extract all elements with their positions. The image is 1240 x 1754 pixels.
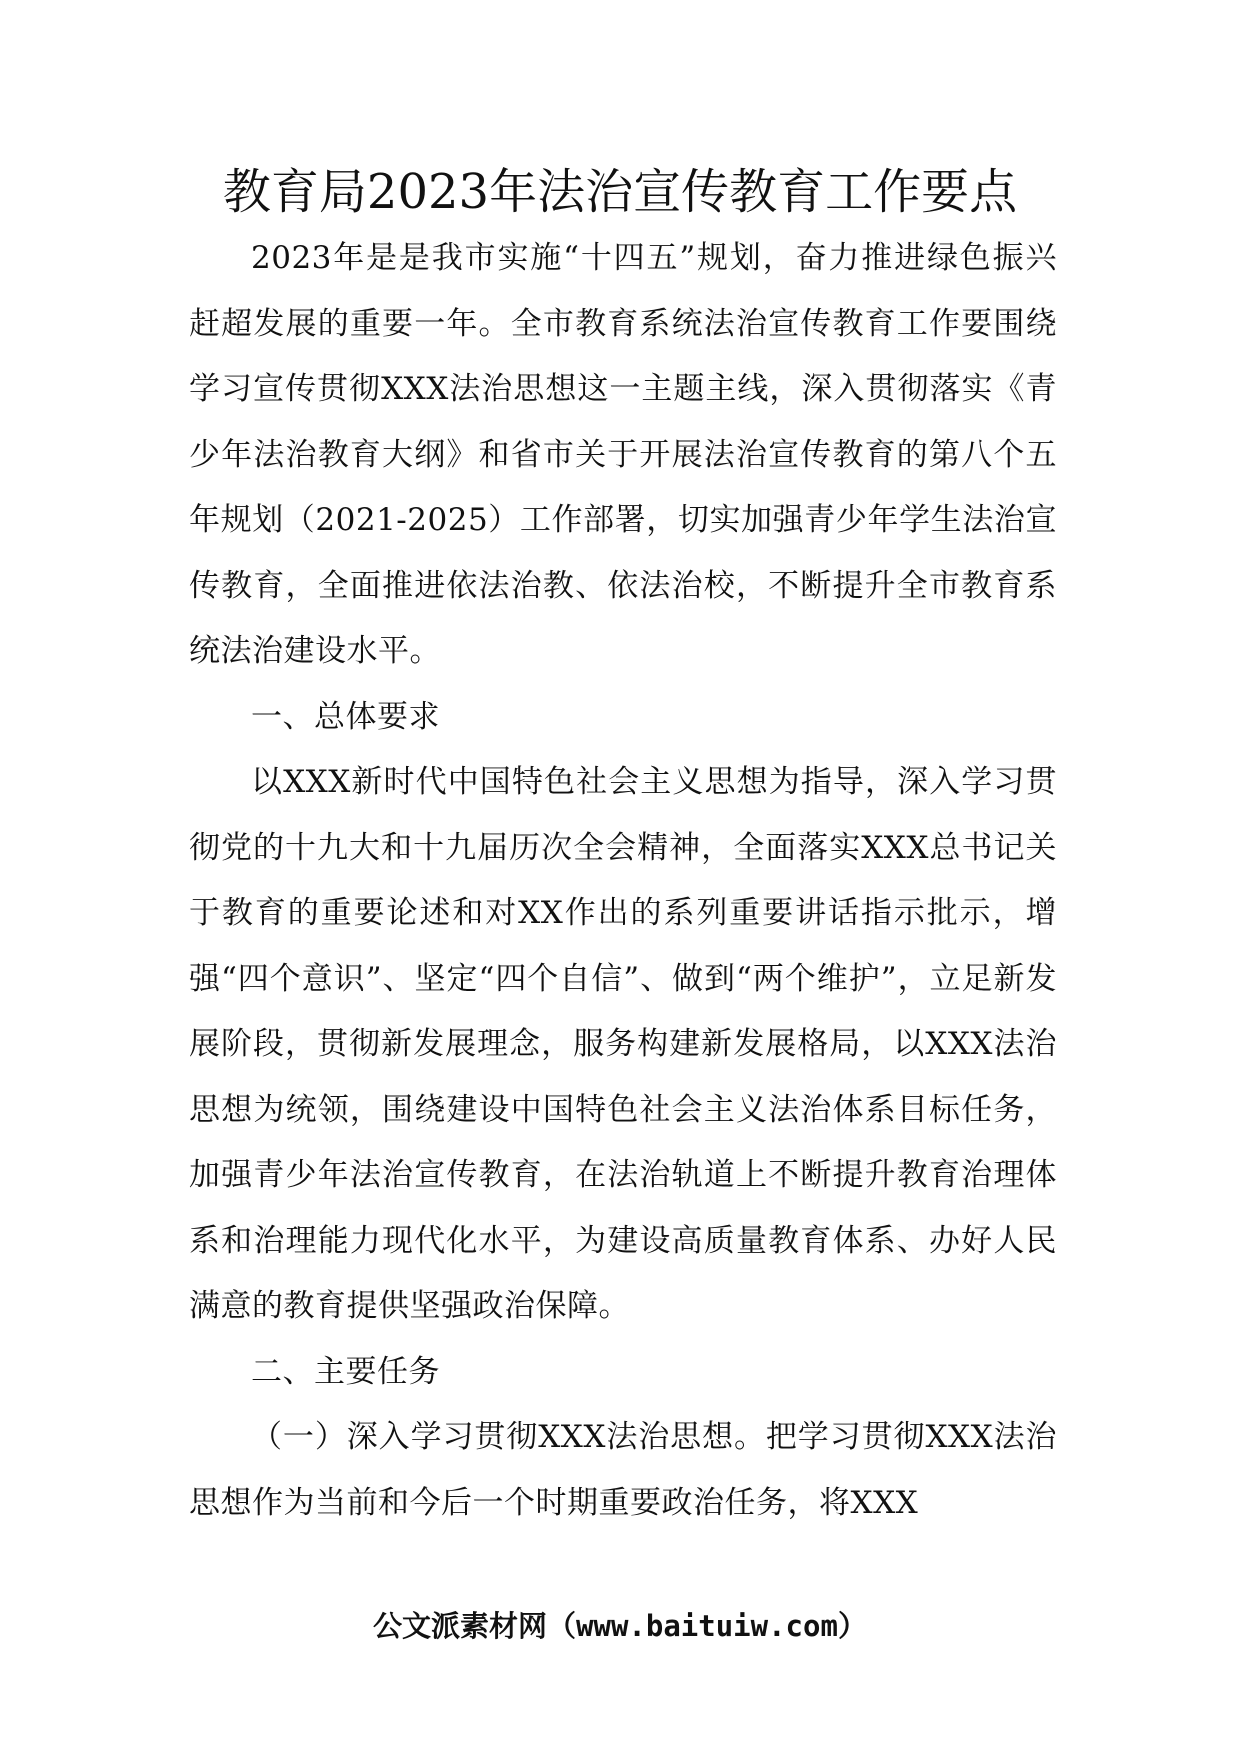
- footer-watermark: 公文派素材网（www.baituiw.com）: [373, 1609, 867, 1643]
- intro-paragraph: 2023年是是我市实施“十四五”规划，奋力推进绿色振兴赶超发展的重要一年。全市教育系统法治宣传教育工作要围绕学习宣传贯彻XXX法治思想这一主题主线，深入贯彻落实《青少年法治教育大纲》和省市关于开展法治宣传教育的第八个五年规划（2021-2025）工作部署，切实加强青少年学生法治宣传教育，全面推进依法治教、依法治校，不断提升全市教育系统法治建设水平。: [189, 240, 1057, 669]
- document-title: 教育局2023年法治宣传教育工作要点: [222, 164, 1018, 220]
- general-requirements-paragraph: 以XXX新时代中国特色社会主义思想为指导，深入学习贯彻党的十九大和十九届历次全会精神，全面落实XXX总书记关于教育的重要论述和对XX作出的系列重要讲话指示批示，增强“四个意识”、坚定“四个自信”、做到“两个维护”，立足新发展阶段，贯彻新发展理念，服务构建新发展格局，以XXX法治思想为统领，围绕建设中国特色社会主义法治体系目标任务，加强青少年法治宣传教育，在法治轨道上不断提升教育治理体系和治理能力现代化水平，为建设高质量教育体系、办好人民满意的教育提供坚强政治保障。: [189, 764, 1057, 1324]
- main-task-item-1: （一）深入学习贯彻XXX法治思想。把学习贯彻XXX法治思想作为当前和今后一个时期重要政治任务，将XXX: [189, 1419, 1057, 1521]
- document-body: [189, 226, 1057, 1536]
- section-heading-main-tasks: 二、主要任务: [251, 1353, 440, 1390]
- section-heading-general-requirements: 一、总体要求: [251, 698, 440, 735]
